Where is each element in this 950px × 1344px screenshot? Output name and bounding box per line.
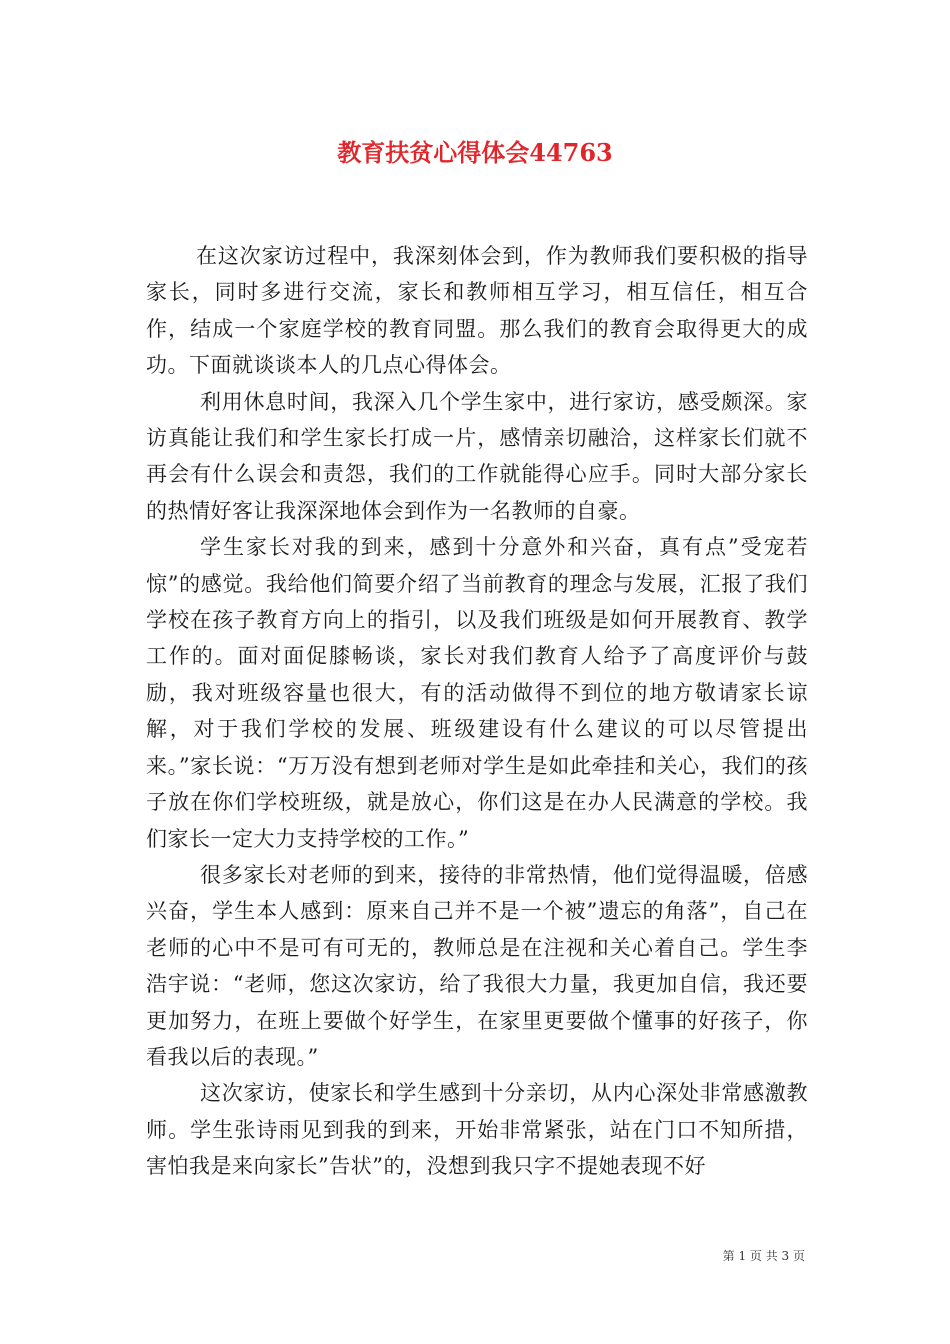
document-body — [146, 238, 808, 1185]
page-number-footer: 第 1 页 共 3 页 — [722, 1249, 805, 1263]
document-title: 教育扶贫心得体会44763 — [337, 138, 613, 167]
paragraph-2: 利用休息时间，我深入几个学生家中，进行家访，感受颇深。家访真能让我们和学生家长打成一片，感情亲切融洽，这样家长们就不再会有什么误会和责怨，我们的工作就能得心应手。同时大部分家长的热情好客让我深深地体会到作为一名教师的自豪。 — [146, 389, 808, 523]
paragraph-5: 这次家访，使家长和学生感到十分亲切，从内心深处非常感激教师。学生张诗雨见到我的到来，开始非常紧张，站在门口不知所措，害怕我是来向家长”告状”的，没想到我只字不提她表现不好 — [146, 1081, 808, 1179]
paragraph-1: 在这次家访过程中，我深刻体会到，作为教师我们要积极的指导家长，同时多进行交流，家长和教师相互学习，相互信任，相互合作，结成一个家庭学校的教育同盟。那么我们的教育会取得更大的成功。下面就谈谈本人的几点心得体会。 — [146, 244, 808, 378]
paragraph-4: 很多家长对老师的到来，接待的非常热情，他们觉得温暖，倍感兴奋，学生本人感到：原来自己并不是一个被”遗忘的角落”，自己在老师的心中不是可有可无的，教师总是在注视和关心着自己。学生李浩宇说：“老师，您这次家访，给了我很大力量，我更加自信，我还要更加努力，在班上要做个好学生，在家里更要做个懂事的好孩子，你看我以后的表现。” — [146, 862, 808, 1069]
paragraph-3: 学生家长对我的到来，感到十分意外和兴奋，真有点”受宠若惊”的感觉。我给他们简要介绍了当前教育的理念与发展，汇报了我们学校在孩子教育方向上的指引，以及我们班级是如何开展教育、教学工作的。面对面促膝畅谈，家长对我们教育人给予了高度评价与鼓励，我对班级容量也很大，有的活动做得不到位的地方敬请家长谅解，对于我们学校的发展、班级建设有什么建议的可以尽管提出来。”家长说：“万万没有想到老师对学生是如此牵挂和关心，我们的孩子放在你们学校班级，就是放心，你们这是在办人民满意的学校。我们家长一定大力支持学校的工作。” — [146, 535, 808, 851]
